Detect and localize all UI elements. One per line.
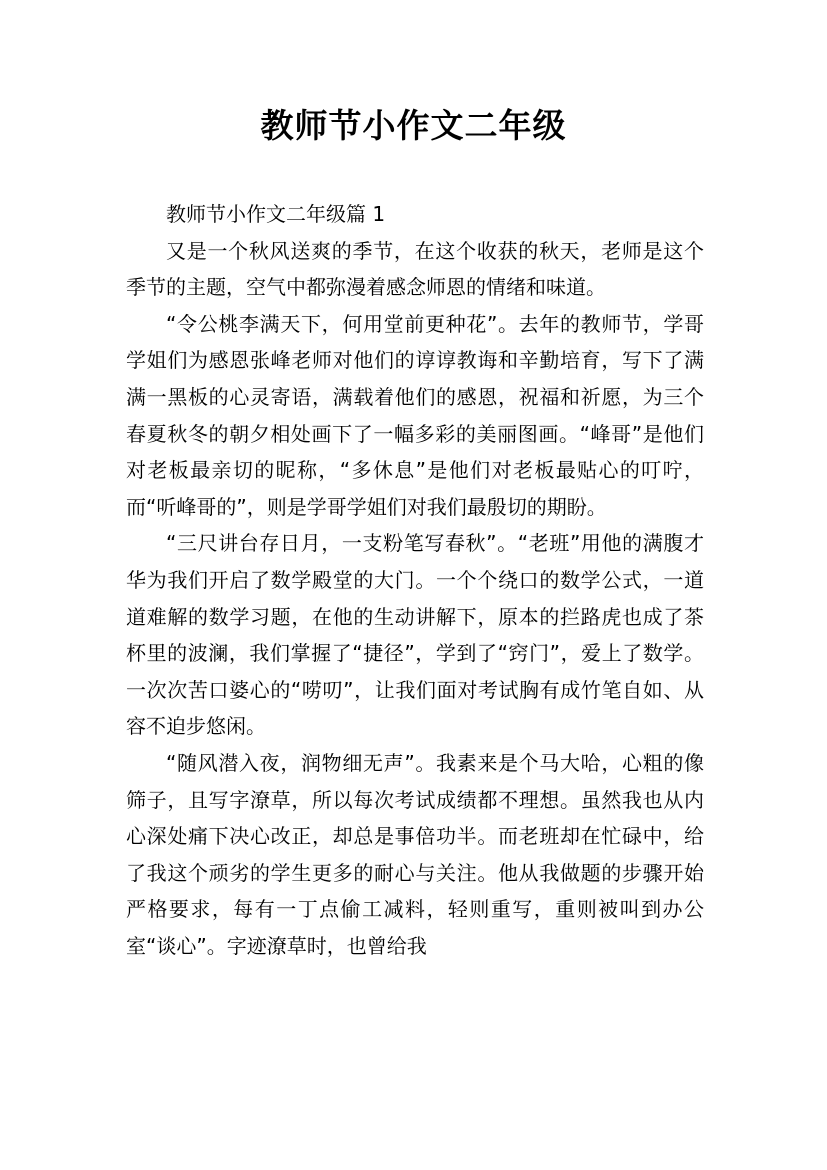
- section-heading: 教师节小作文二年级篇 1: [166, 202, 386, 226]
- paragraph-4: “随风潜入夜，润物细无声”。我素来是个马大哈，心粗的像筛子，且写字潦草，所以每次考试成绩都不理想。虽然我也从内心深处痛下决心改正，却总是事倍功半。而老班却在忙碌中，给了我这个顽劣的学生更多的耐心与关注。他从我做题的步骤开始严格要求，每有一丁点偷工减料，轻则重写，重则被叫到办公室“谈心”。字迹潦草时，也曾给我: [126, 750, 704, 958]
- document-body: [126, 196, 704, 964]
- paragraph-3: “三尺讲台存日月，一支粉笔写春秋”。“老班”用他的满腹才华为我们开启了数学殿堂的大门。一个个绕口的数学公式，一道道难解的数学习题，在他的生动讲解下，原本的拦路虎也成了茶杯里的波澜，我们掌握了“捷径”，学到了“窍门”，爱上了数学。一次次苦口婆心的“唠叨”，让我们面对考试胸有成竹笔自如、从容不迫步悠闲。: [126, 531, 704, 739]
- document-title: 教师节小作文二年级: [260, 106, 567, 145]
- paragraph-2: “令公桃李满天下，何用堂前更种花”。去年的教师节，学哥学姐们为感恩张峰老师对他们的谆谆教诲和辛勤培育，写下了满满一黑板的心灵寄语，满载着他们的感恩，祝福和祈愿，为三个春夏秋冬的朝夕相处画下了一幅多彩的美丽图画。“峰哥”是他们对老板最亲切的昵称，“多休息”是他们对老板最贴心的叮咛，而“听峰哥的”，则是学哥学姐们对我们最殷切的期盼。: [126, 311, 704, 519]
- paragraph-1: 又是一个秋风送爽的季节，在这个收获的秋天，老师是这个季节的主题，空气中都弥漫着感念师恩的情绪和味道。: [126, 238, 704, 300]
